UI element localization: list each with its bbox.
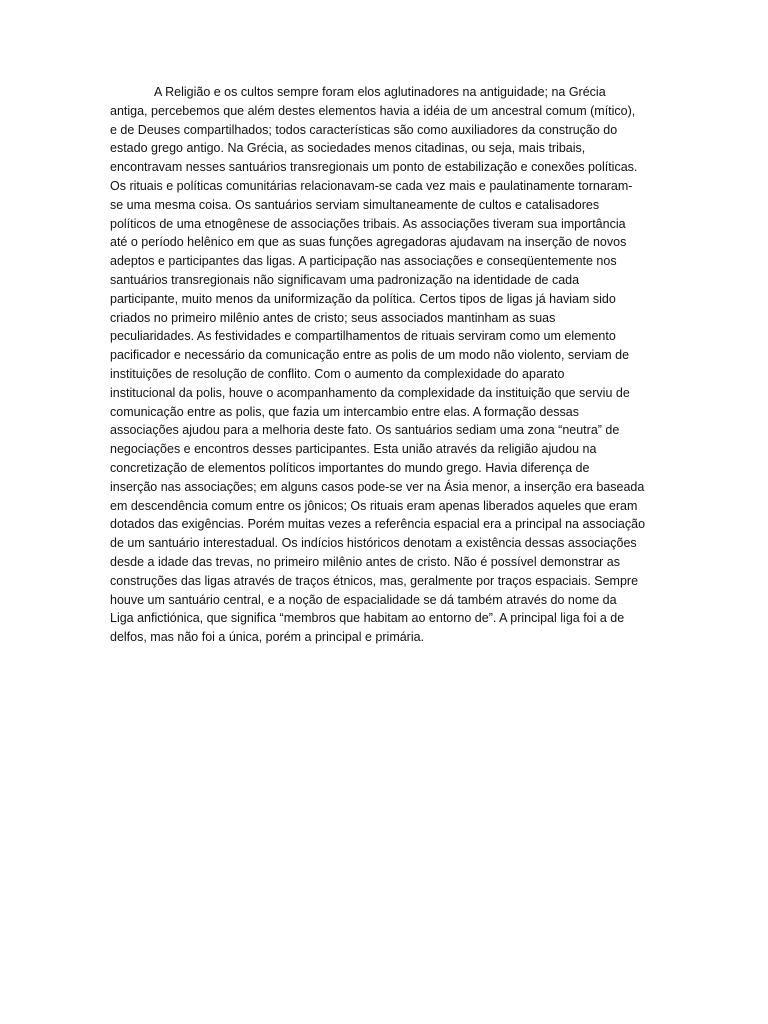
paragraph-line: encontravam nesses santuários transregionais um ponto de estabilização e conexões políticas. (110, 160, 638, 175)
paragraph-line: santuários transregionais não significavam uma padronização na identidade de cada (110, 272, 580, 287)
paragraph-line: desde a idade das trevas, no primeiro milênio antes de cristo. Não é possível demonstrar as (110, 554, 620, 569)
paragraph-line: adeptos e participantes das ligas. A participação nas associações e conseqüentemente nos (110, 254, 617, 269)
paragraph-line: pacificador e necessário da comunicação entre as polis de um modo não violento, serviam de (110, 348, 630, 363)
paragraph-line: políticos de uma etnogênese de associações tribais. As associações tiveram sua importância (110, 216, 626, 231)
paragraph-line: em descendência comum entre os jônicos; Os rituais eram apenas liberados aqueles que eram (110, 498, 638, 513)
paragraph-line: concretização de elementos políticos importantes do mundo grego. Havia diferença de (110, 460, 590, 475)
paragraph-line: peculiaridades. As festividades e compartilhamentos de rituais serviram como um elemento (110, 329, 616, 344)
paragraph-line: e de Deuses compartilhados; todos características são como auxiliadores da construção do (110, 122, 618, 137)
paragraph-line: dotados das exigências. Porém muitas vezes a referência espacial era a principal na associação (110, 517, 646, 532)
body-paragraph (110, 83, 658, 647)
paragraph-line: Liga anfictiónica, que significa “membros que habitam ao entorno de”. A principal liga foi a de (110, 611, 625, 626)
paragraph-line: associações ajudou para a melhoria deste fato. Os santuários sediam uma zona “neutra” de (110, 423, 620, 438)
paragraph-line: participante, muito menos da uniformização da política. Certos tipos de ligas já haviam sido (110, 291, 616, 306)
paragraph-line: instituições de resolução de conflito. Com o aumento da complexidade do aparato (110, 366, 565, 381)
paragraph-line: negociações e encontros desses participantes. Esta união através da religião ajudou na (110, 442, 597, 457)
paragraph-line: construções das ligas através de traços étnicos, mas, geralmente por traços espaciais. Sempre (110, 573, 639, 588)
paragraph-line: até o período helênico em que as suas funções agregadoras ajudavam na inserção de novos (110, 235, 627, 250)
paragraph-line: criados no primeiro milênio antes de cristo; seus associados mantinham as suas (110, 310, 556, 325)
paragraph-line: de um santuário interestadual. Os indícios históricos denotam a existência dessas associações (110, 536, 637, 551)
paragraph-line: A Religião e os cultos sempre foram elos aglutinadores na antiguidade; na Grécia (154, 85, 606, 99)
paragraph-line: se uma mesma coisa. Os santuários serviam simultaneamente de cultos e catalisadores (110, 197, 600, 212)
paragraph-line: delfos, mas não foi a única, porém a principal e primária. (110, 630, 425, 645)
paragraph-line: comunicação entre as polis, que fazia um intercambio entre elas. A formação dessas (110, 404, 580, 419)
paragraph-line: institucional da polis, houve o acompanhamento da complexidade da instituição que serviu de (110, 385, 630, 400)
paragraph-line: antiga, percebemos que além destes elementos havia a idéia de um ancestral comum (mítico), (110, 103, 636, 118)
paragraph-line: inserção nas associações; em alguns casos pode-se ver na Ásia menor, a inserção era baseada (110, 479, 645, 494)
paragraph-line: estado grego antigo. Na Grécia, as sociedades menos citadinas, ou seja, mais tribais, (110, 141, 586, 156)
paragraph-line: houve um santuário central, e a noção de espacialidade se dá também através do nome da (110, 592, 617, 607)
paragraph-line: Os rituais e políticas comunitárias relacionavam-se cada vez mais e paulatinamente tornaram- (110, 178, 633, 193)
